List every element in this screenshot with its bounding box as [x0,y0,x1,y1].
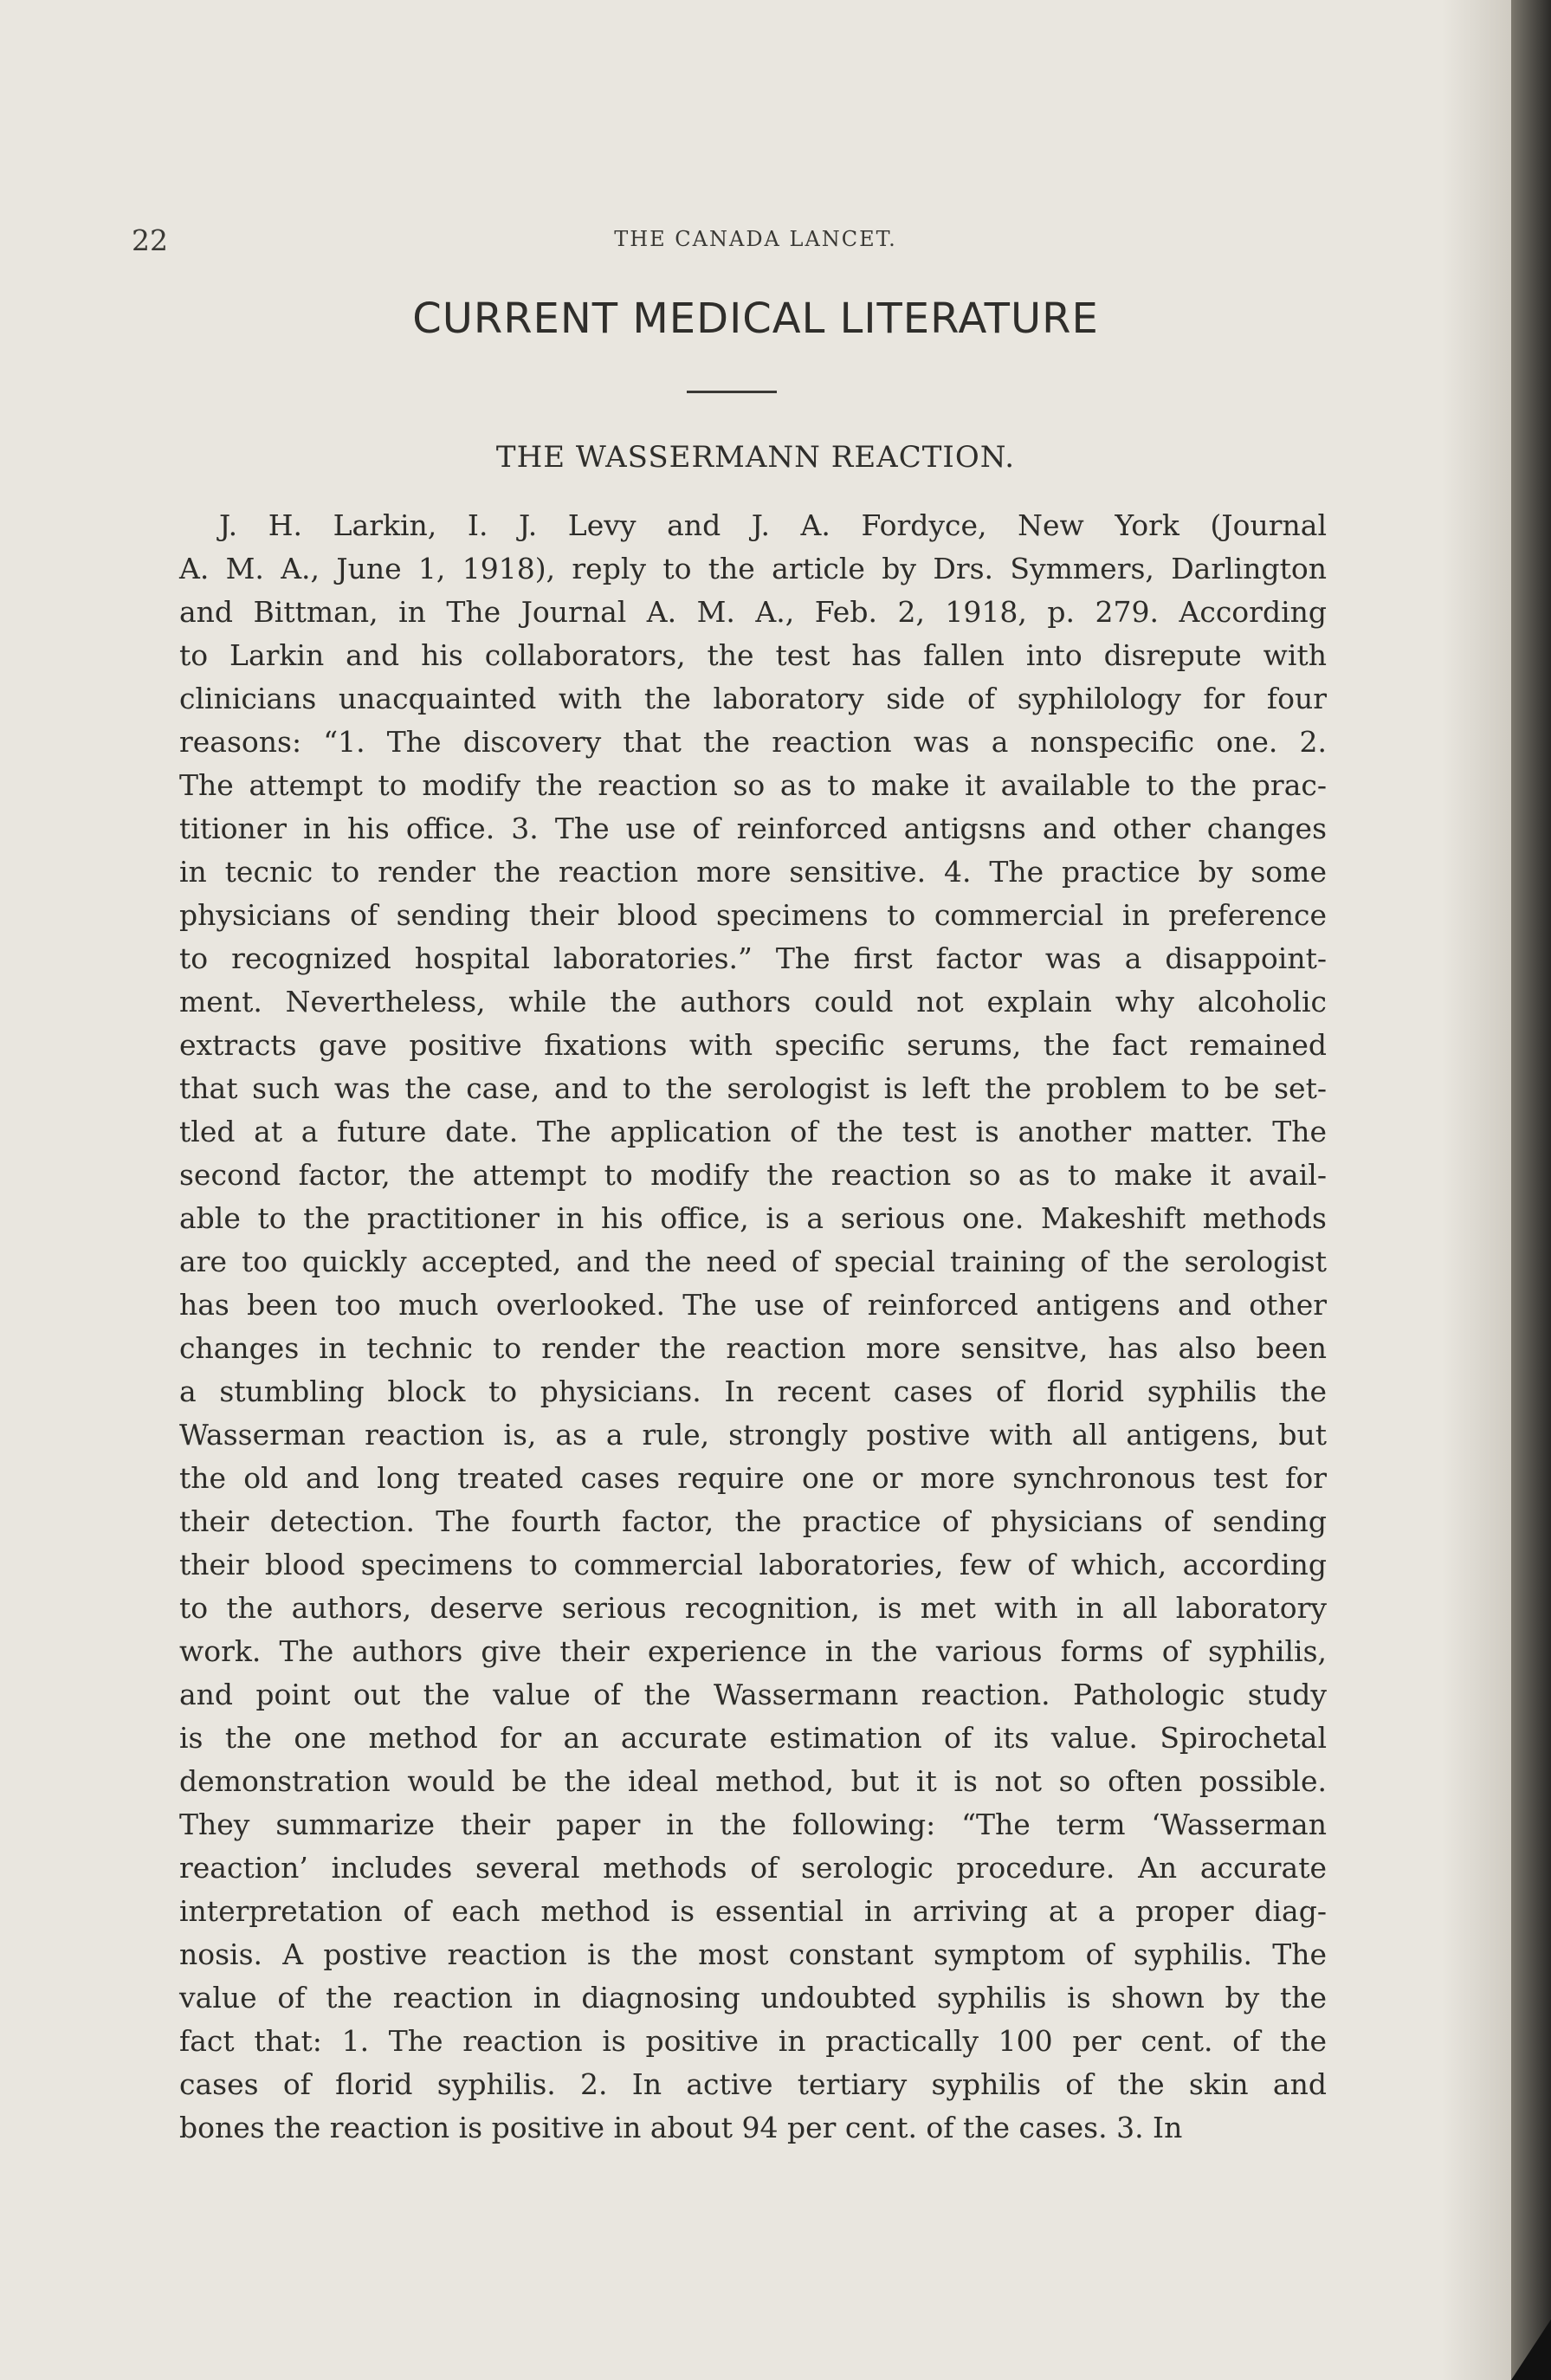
body-line: clinicians unacquainted with the laboratory side of syphilology for four [179,682,1327,715]
body-line: able to the practitioner in his office, is a serious one. Makeshift methods [179,1201,1327,1235]
body-line: physicians of sending their blood specimens to commercial in preference [179,898,1327,932]
book-spine-edge [1511,0,1551,2380]
body-line: work. The authors give their experience in the various forms of syphilis, [179,1634,1327,1668]
page-number: 22 [132,223,168,257]
body-line: bones the reaction is positive in about 94 per cent. of the cases. 3. In [179,2111,1183,2144]
body-line: value of the reaction in diagnosing undoubted syphilis is shown by the [179,1981,1327,2015]
body-line: are too quickly accepted, and the need of special training of the serologist [179,1245,1327,1278]
body-line: ment. Nevertheless, while the authors could not explain why alcoholic [179,985,1327,1019]
body-line: cases of florid syphilis. 2. In active tertiary syphilis of the skin and [179,2067,1327,2101]
body-line: and point out the value of the Wassermann reaction. Pathologic study [179,1678,1327,1711]
title-rule [687,391,777,393]
body-line: reaction’ includes several methods of serologic procedure. An accurate [179,1851,1327,1885]
article-title: THE WASSERMANN REACTION. [495,440,1016,475]
body-line: reasons: “1. The discovery that the reaction was a nonspecific one. 2. [179,725,1327,759]
body-line: titioner in his office. 3. The use of reinforced antigsns and other changes [179,812,1327,845]
body-line: that such was the case, and to the serologist is left the problem to be set- [179,1071,1327,1105]
body-line: J. H. Larkin, I. J. Levy and J. A. Fordyce, New York (Journal [219,508,1327,542]
body-line: Wasserman reaction is, as a rule, strongly postive with all antigens, but [179,1418,1327,1452]
body-line: demonstration would be the ideal method, but it is not so often possible. [179,1764,1327,1798]
body-line: nosis. A postive reaction is the most constant symptom of syphilis. The [179,1937,1327,1971]
body-line: is the one method for an accurate estimation of its value. Spirochetal [179,1721,1327,1755]
body-line: to recognized hospital laboratories.” The first factor was a disappoint- [179,941,1327,975]
body-line: and Bittman, in The Journal A. M. A., Feb. 2, 1918, p. 279. According [179,595,1327,629]
body-line: The attempt to modify the reaction so as to make it available to the prac- [179,768,1327,802]
body-line: has been too much overlooked. The use of reinforced antigens and other [179,1288,1327,1322]
body-line: in tecnic to render the reaction more sensitive. 4. The practice by some [179,855,1327,889]
body-line: their blood specimens to commercial laboratories, few of which, according [179,1548,1327,1581]
corner-mark [1511,2319,1551,2380]
article-body [179,504,1327,2150]
body-line: tled at a future date. The application of the test is another matter. The [179,1115,1327,1148]
body-line: A. M. A., June 1, 1918), reply to the article by Drs. Symmers, Darlington [179,552,1327,585]
body-line: to the authors, deserve serious recognition, is met with in all laboratory [179,1591,1327,1625]
body-line: They summarize their paper in the following: “The term ‘Wasserman [179,1808,1327,1841]
body-line: their detection. The fourth factor, the practice of physicians of sending [179,1504,1327,1538]
section-title: CURRENT MEDICAL LITERATURE [412,294,1099,343]
body-line: interpretation of each method is essential in arriving at a proper diag- [179,1894,1327,1928]
running-head: THE CANADA LANCET. [614,227,897,251]
body-line: the old and long treated cases require one or more synchronous test for [179,1461,1327,1495]
body-line: to Larkin and his collaborators, the test has fallen into disrepute with [179,638,1327,672]
body-line: a stumbling block to physicians. In recent cases of florid syphilis the [179,1374,1327,1408]
body-line: fact that: 1. The reaction is positive in practically 100 per cent. of the [179,2024,1327,2058]
body-line: second factor, the attempt to modify the reaction so as to make it avail- [179,1158,1327,1192]
page-shadow [1442,0,1511,2380]
body-line: changes in technic to render the reaction more sensitve, has also been [179,1331,1327,1365]
body-line: extracts gave positive fixations with specific serums, the fact remained [179,1028,1327,1062]
